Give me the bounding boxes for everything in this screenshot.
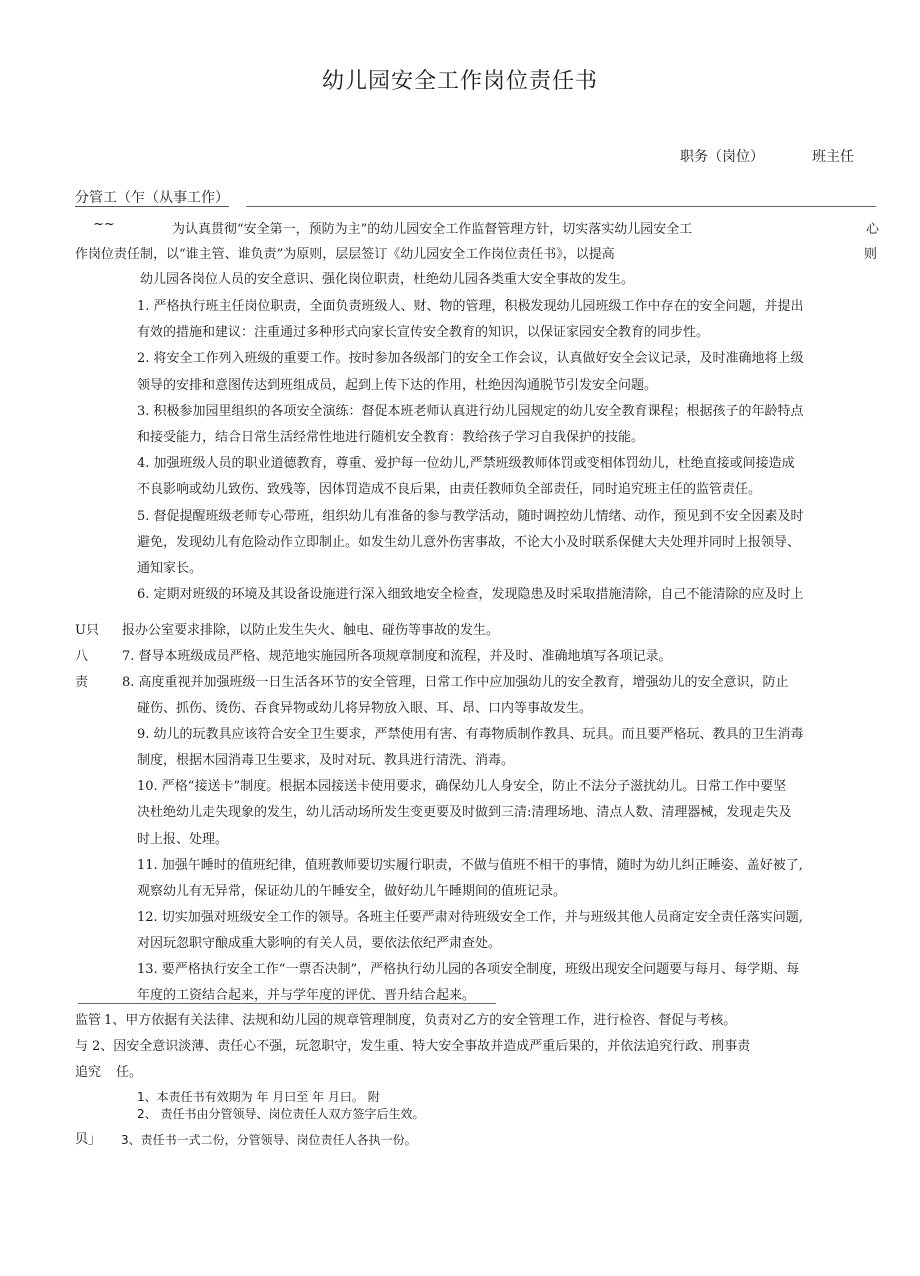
item-line: 7. 督导本班级成员严格、规范地实施园所各项规章制度和流程，并及时、准确地填写各项记录。 — [122, 649, 672, 664]
item-line: 时上报、处理。 — [137, 831, 229, 847]
work-label: 分管工（乍（从事工作） — [75, 190, 229, 206]
intro-side: 心 — [866, 222, 880, 237]
item-line: 1. 严格执行班主任岗位职责，全面负责班级人、财、物的管理，积极发现幼儿园班级工作中存在的安全问题，并提出 — [137, 299, 804, 314]
side-mark: 追究 — [75, 1065, 102, 1080]
item-line: 有效的措施和建议：注重通过多种形式向家长宣传安全教育的知识，以保证家园安全教育的同步性。 — [137, 325, 710, 341]
supervision-line: 1、甲方依据有关法律、法规和幼儿园的规章管理制度，负责对乙方的安全管理工作，进行检咨、督促与考核。 — [104, 1013, 737, 1028]
item-line: 碰伤、抓伤、烫伤、吞食异物或幼儿将异物放入眼、耳、昂、口内等事故发生。 — [137, 701, 593, 716]
item-line: 8. 高度重视并加强班级一日生活各环节的安全管理，日常工作中应加强幼儿的安全教育，增强幼儿的安全意识，防止 — [122, 675, 789, 690]
appendix-line: 1、本责任书有效期为 年 月曰至 年 月曰。 附 — [137, 1090, 380, 1104]
document-title: 幼儿园安全工作岗位责任书 — [321, 69, 598, 94]
side-mark: 责 — [75, 675, 89, 690]
side-mark: 贝」 — [75, 1132, 102, 1147]
item-line: 年度的工资结合起来，并与学年度的评优、晋升结合起来。 — [137, 988, 476, 1004]
intro-side: 则 — [864, 247, 878, 262]
item-line: 报办公室要求排除，以防止发生失火、触电、碰伤等事故的发生。 — [122, 623, 500, 638]
item-line: 11. 加强午睡时的值班纪律，值班教师要切实履行职责，不做与值班不相干的事情，随时为幼儿纠正睡姿、盖好被了, — [137, 857, 803, 873]
item-line: 5. 督促提醒班级老师专心带班，组织幼儿有准备的参与教学活动，随时调控幼儿情绪、动作，预见到不安全因素及时 — [137, 508, 804, 524]
position-value: 班主任 — [812, 149, 854, 165]
side-mark: U只 — [75, 623, 99, 638]
work-underline — [246, 206, 876, 207]
item-line: 10. 严格“接送卡”制度。根据本园接送卡使用要求，确保幼儿人身安全，防止不法分子滋扰幼儿。日常工作中要坚 — [137, 779, 787, 795]
item-line: 领导的安排和意图传达到班组成员，起到上传下达的作用，杜绝因沟通脱节引发安全问题。 — [137, 377, 658, 393]
appendix-line: 2、 责任书由分管领导、岗位责任人双方签字后生效。 — [137, 1107, 425, 1121]
item-line: 9. 幼儿的玩教具应该符合安全卫生要求，严禁使用有害、有毒物质制作教具、玩具。而且要严格玩、教具的卫生消毒 — [137, 727, 804, 743]
position-label: 职务（岗位） — [680, 149, 764, 165]
item-line: 避免，发现幼儿有危险动作立即制止。如发生幼儿意外伤害事故，不论大小及时联系保健大夫处理并同时上报领导、 — [137, 534, 801, 550]
item-line: 观察幼儿有无异常，保证幼儿的午睡安全，做好幼儿午睡期间的值班记录。 — [137, 883, 567, 899]
item-line: 12. 切实加强对班级安全工作的领导。各班主任要严肃对待班级安全工作，并与班级其他人员商定安全责任落实问题, — [137, 909, 803, 925]
item-line: 3. 积极参加园里组织的各项安全演练：督促本班老师认真进行幼儿园规定的幼儿安全教育课程；根据孩子的年龄特点 — [137, 403, 804, 419]
intro-mark: ~~ — [93, 217, 115, 232]
item-underline — [78, 1003, 496, 1004]
item-line: 决杜绝幼儿走失现象的发生，幼儿活动场所发生变更要及时做到三清:清理场地、清点人数、清理器械，发现走失及 — [137, 805, 792, 821]
side-mark: 八 — [75, 649, 89, 664]
supervision-line: 任。 — [116, 1065, 143, 1080]
supervision-line: 2、因安全意识淡薄、责任心不强，玩忽职守，发生重、特大安全事故并造成严重后果的，并依法追究行政、刑事责 — [92, 1039, 751, 1054]
appendix-line: 3、责任书一式二份，分管领导、岗位责任人各执一份。 — [121, 1133, 417, 1147]
side-mark: 监管 — [75, 1013, 102, 1028]
item-line: 13. 要严格执行安全工作“一票否决制”，严格执行幼儿园的各项安全制度，班级出现安全问题要与每月、每学期、每 — [137, 962, 800, 977]
item-line: 6. 定期对班级的环境及其设备设施进行深入细致地安全检查，发现隐患及时采取措施清除，自己不能清除的应及时上 — [137, 587, 804, 603]
item-line: 对因玩忽职守酿成重大影响的有关人员，要依法依纪严肃查处。 — [137, 935, 502, 951]
side-mark: 与 — [75, 1039, 89, 1054]
item-line: 2. 将安全工作列入班级的重要工作。按时参加各级部门的安全工作会议，认真做好安全会议记录，及时准确地将上级 — [137, 351, 804, 367]
item-line: 不良影响或幼儿致伤、致残等，因体罚造成不良后果，由责任教师负全部责任，同时追究班主任的监管责任。 — [137, 482, 762, 498]
item-line: 4. 加强班级人员的职业道德教育，尊重、爱护每一位幼儿,严禁班级教师体罚或变相体罚幼儿，杜绝直接或间接造成 — [137, 456, 795, 472]
item-line: 和接受能力，结合日常生活经常性地进行随机安全教育：教给孩子学习自我保护的技能。 — [137, 430, 645, 445]
item-line: 通知家长。 — [137, 561, 203, 576]
intro-line: 幼儿园各岗位人员的安全意识、强化岗位职责，杜绝幼儿园各类重大安全事故的发生。 — [140, 272, 635, 287]
intro-line: 为认真贯彻“安全第一，预防为主”的幼儿园安全工作监督管理方针，切实落实幼儿园安全工 — [172, 222, 693, 237]
item-line: 制度，根据木园消毒卫生要求，及时对玩、教具进行清洗、消毒。 — [137, 753, 515, 769]
intro-line: 作岗位责任制，以“谁主管、谁负责”为原则，层层签订《幼儿园安全工作岗位责任书》，以提高 — [75, 247, 615, 262]
